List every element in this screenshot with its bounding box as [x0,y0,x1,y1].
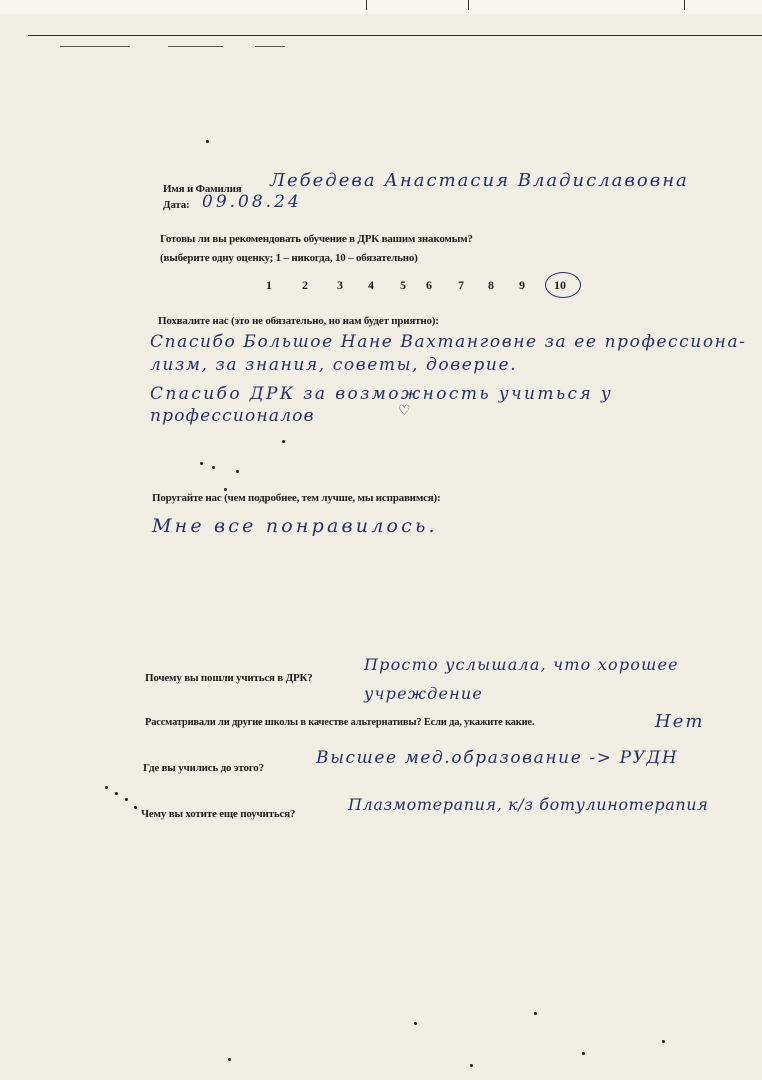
recommend-question: Готовы ли вы рекомендовать обучение в ДРК вашим знакомым? [160,233,473,245]
praise-line: профессионалов [150,406,315,426]
scan-speck [125,798,128,801]
scale-option: 9 [519,278,525,292]
scan-speck [662,1040,665,1043]
name-value: Лебедева Анастасия Владиславовна [270,170,689,191]
scale-option: 6 [426,278,432,292]
scan-speck [212,466,215,469]
scale-option: 2 [302,278,308,292]
scan-mark [468,0,469,10]
scale-option: 3 [337,278,343,292]
scan-speck [236,470,239,473]
date-label: Дата: [163,199,190,211]
header-rule [28,35,762,36]
scale-option: 1 [266,278,272,292]
scan-speck [534,1012,537,1015]
scan-speck [414,1022,417,1025]
scan-speck [282,440,285,443]
alternatives-answer: Нет [655,711,705,732]
heart-icon: ♡ [398,404,411,419]
scale-option: 5 [400,278,406,292]
scale-option-selected: 10 [554,278,566,292]
recommend-hint: (выберите одну оценку; 1 – никогда, 10 – обязательно) [160,252,418,264]
scan-mark [684,0,685,10]
future-answer: Плазмотерапия, к/з ботулинотерапия [348,795,709,814]
recommend-scale [266,278,576,298]
criticize-question: Поругайте нас (чем подробнее, тем лучше, мы исправимся): [152,492,441,504]
scan-top-edge [0,0,762,14]
scale-option: 7 [458,278,464,292]
praise-question: Похвалите нас (это не обязательно, но нам будет приятно): [158,315,439,327]
education-question: Где вы учились до этого? [143,762,264,774]
praise-line: Спасибо ДРК за возможность учиться у [150,384,614,404]
scale-option: 8 [488,278,494,292]
future-question: Чему вы хотите еще поучиться? [141,808,296,820]
scale-option: 4 [368,278,374,292]
education-answer: Высшее мед.образование -> РУДН [316,748,679,768]
header-dash [255,46,285,47]
date-value: 09.08.24 [202,192,302,212]
scan-speck [582,1052,585,1055]
why-answer-line: Просто услышала, что хорошее [364,655,679,674]
scan-speck [115,792,118,795]
header-dash [168,46,223,47]
scan-mark [366,0,367,10]
why-answer-line: учреждение [364,684,484,703]
scan-speck [228,1058,231,1061]
praise-line: лизм, за знания, советы, доверие. [150,355,518,375]
scan-speck [105,786,108,789]
scan-speck [134,806,137,809]
scan-speck [200,462,203,465]
criticize-answer: Мне все понравилось. [152,515,438,537]
header-dash [60,46,130,47]
alternatives-question: Рассматривали ли другие школы в качестве альтернативы? Если да, укажите какие. [145,717,535,728]
scan-speck [470,1064,473,1067]
selected-score-circle [545,272,581,298]
praise-line: Спасибо Большое Нане Вахтанговне за ее профессиона- [150,332,747,352]
why-question: Почему вы пошли учиться в ДРК? [145,672,313,684]
scan-speck [224,488,227,491]
name-label: Имя и Фамилия [163,183,242,195]
scan-speck [206,140,209,143]
